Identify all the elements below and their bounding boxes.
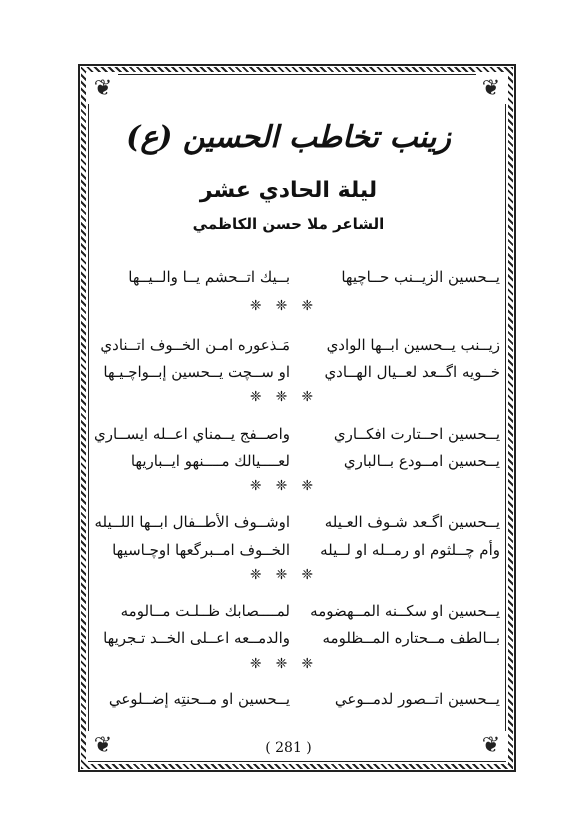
star-separator-icon: ❈❈❈ [249,656,328,672]
verse-first-hemistich: وأم چــلثوم او رمــله او لــيله [320,541,500,559]
verse-line [100,690,500,716]
poem-title: زينب تخاطب الحسين (ع) [126,120,451,155]
page-number: ( 281 ) [265,740,312,756]
verse-second-hemistich: الخــوف امــبرگعها اوچـاسيها [112,541,290,559]
verse-line [100,363,500,389]
verse-line [94,513,500,539]
corner-ornament-icon: ❦ [476,74,506,104]
poet-name: الشاعر ملا حسن الكاظمي [192,215,385,233]
verse-line [100,452,500,478]
verse-line [94,425,500,451]
poem-subtitle: ليلة الحادي عشر [199,178,378,203]
verse-first-hemistich: يــحسين احــتارت افكــاري [333,425,500,443]
verse-first-hemistich: خــويه اگــعد لعــيال الهــادي [324,363,500,381]
corner-ornament-icon: ❦ [88,74,118,104]
verse-second-hemistich: لمــــصابك ظــلـت مــالومه [120,602,290,620]
verse-first-hemistich: يــحسين اگـعد شـوف العـيله [324,513,500,531]
star-separator-icon: ❈❈❈ [249,478,328,494]
verse-first-hemistich: يــحسين الزيــنب حــاچيها [341,268,500,286]
verse-first-hemistich: يــحسين اتــصور لدمــوعي [334,690,500,708]
verse-second-hemistich: لعــــيالك مــــنهو ايــباريها [130,452,290,470]
verse-first-hemistich: بــالطف مــحتاره المــظلومه [322,629,500,647]
star-separator-icon: ❈❈❈ [249,298,328,314]
verse-second-hemistich: بــيك اتــحشم يــا والــيــها [128,268,290,286]
verse-first-hemistich: يــحسين امــودع بــالباري [343,452,500,470]
corner-ornament-icon: ❦ [88,731,118,761]
verse-second-hemistich: او ســچت يــحسين إبــواچـيـها [103,363,290,381]
verse-line [100,602,500,628]
verse-second-hemistich: والدمــعه اعــلى الخــد تـجريها [103,629,290,647]
star-separator-icon: ❈❈❈ [249,567,328,583]
verse-second-hemistich: اوشــوف الأطــفال ابــها اللــيله [94,513,290,531]
verse-line [100,336,500,362]
verse-second-hemistich: واصــفج يــمناي اعــله ايســاري [94,425,290,443]
verse-first-hemistich: زيــنب يــحسين ابــها الوادي [326,336,500,354]
verse-second-hemistich: يــحسين او مــحنتِه إضــلوعي [108,690,290,708]
verse-first-hemistich: يــحسين او سكــنه المــهضومه [310,602,500,620]
corner-ornament-icon: ❦ [476,731,506,761]
verse-second-hemistich: مَـذعوره امـن الخــوف اتــنادي [100,336,290,354]
verse-line [100,268,500,294]
verse-line [100,541,500,567]
star-separator-icon: ❈❈❈ [249,389,328,405]
verse-line [100,629,500,655]
